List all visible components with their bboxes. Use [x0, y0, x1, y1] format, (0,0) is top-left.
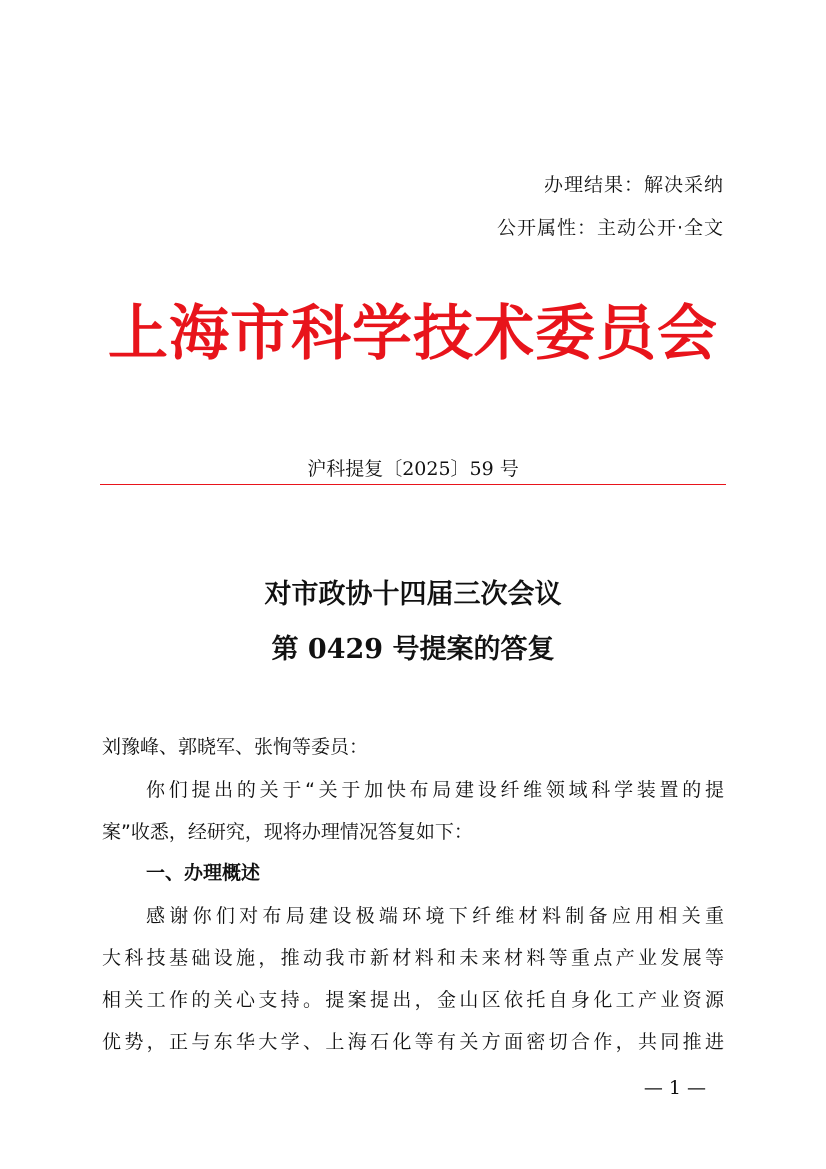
- paragraph-2-line-4: 优势，正与东华大学、上海石化等有关方面密切合作，共同推进: [102, 1031, 724, 1053]
- disclosure-attribute: 公开属性：主动公开·全文: [496, 217, 724, 239]
- organization-title: 上海市科学技术委员会: [108, 299, 718, 369]
- reply-title-line-2: 第 0429 号提案的答复: [271, 634, 555, 665]
- page-number: — 1 —: [643, 1077, 706, 1099]
- reply-title-line-1: 对市政协十四届三次会议: [264, 579, 562, 610]
- paragraph-1-line-2: 案”收悉，经研究，现将办理情况答复如下：: [102, 821, 473, 843]
- paragraph-2-line-3: 相关工作的关心支持。提案提出，金山区依托自身化工产业资源: [102, 989, 724, 1011]
- paragraph-2-line-1: 感谢你们对布局建设极端环境下纤维材料制备应用相关重: [146, 905, 724, 927]
- header-divider: [100, 484, 726, 485]
- paragraph-1-line-1: 你们提出的关于“关于加快布局建设纤维领域科学装置的提: [146, 779, 724, 801]
- salutation: 刘豫峰、郭晓军、张恂等委员：: [102, 736, 369, 758]
- paragraph-2-line-2: 大科技基础设施，推动我市新材料和未来材料等重点产业发展等: [102, 947, 724, 969]
- handling-result: 办理结果：解决采纳: [543, 174, 724, 196]
- document-number: 沪科提复〔2025〕59 号: [307, 458, 519, 480]
- section-heading-overview: 一、办理概述: [146, 862, 261, 884]
